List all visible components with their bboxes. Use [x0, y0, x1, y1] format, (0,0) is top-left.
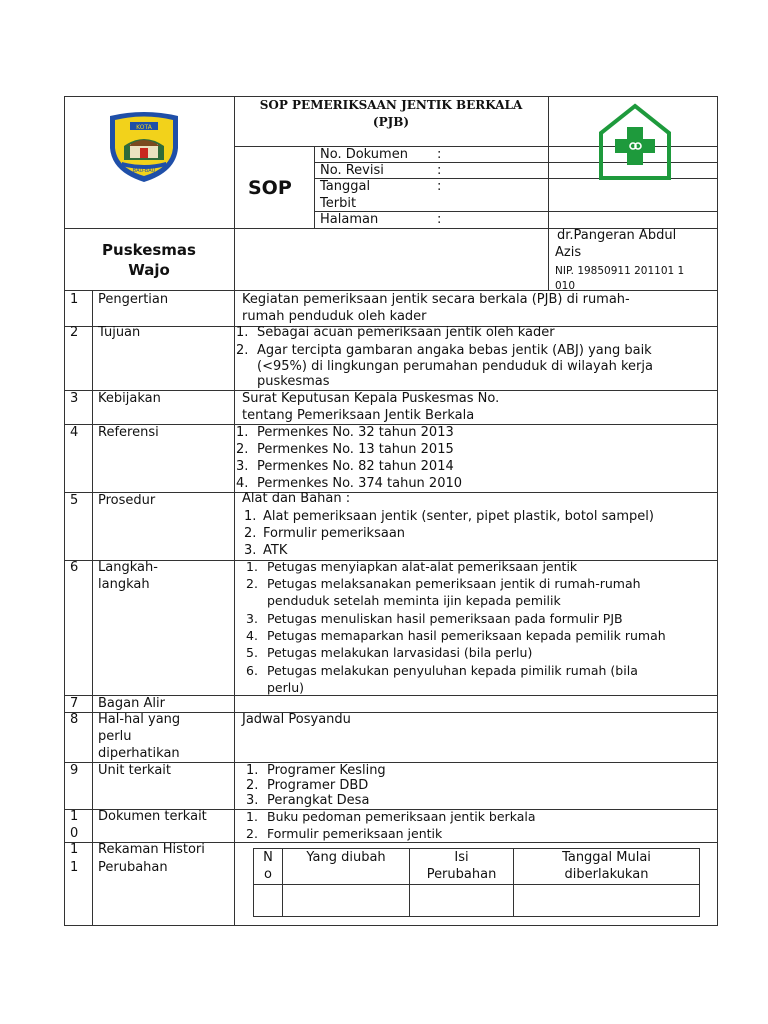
list-number: 4. [246, 628, 258, 643]
row-label: Referensi [98, 425, 159, 440]
row-number: 5 [70, 493, 79, 508]
list-number: 2. [246, 778, 259, 793]
row-label: Hal-hal yang [98, 712, 181, 727]
logo-bottom-text: BAU-BAU [132, 168, 156, 174]
row-label: Pengertian [98, 292, 169, 307]
list-number: 3. [246, 793, 259, 808]
list-number: 3. [246, 611, 258, 626]
sop-label: SOP [248, 177, 292, 199]
row-label: Dokumen terkait [98, 809, 207, 824]
list-number: 2. [236, 442, 249, 457]
list-item: Petugas melakukan larvasidasi (bila perlu) [267, 645, 533, 660]
row-label: Rekaman Histori [98, 842, 205, 857]
row-text: tentang Pemeriksaan Jentik Berkala [242, 408, 475, 423]
doc-field-label: No. Revisi [320, 163, 384, 178]
list-item: Alat pemeriksaan jentik (senter, pipet plastik, botol sampel) [263, 509, 654, 524]
list-item: Buku pedoman pemeriksaan jentik berkala [267, 809, 536, 824]
row-number: 6 [70, 560, 79, 575]
list-number: 6. [246, 663, 258, 678]
row-number: 1 [70, 809, 79, 824]
list-item: Petugas menuliskan hasil pemeriksaan pada formulir PJB [267, 611, 623, 626]
doc-field-sep: : [437, 163, 442, 178]
doc-field-sep: : [437, 212, 442, 227]
doc-field-label: No. Dokumen [320, 147, 408, 162]
row-number: 4 [70, 425, 79, 440]
list-number: 2. [236, 343, 249, 358]
row-label: Bagan Alir [98, 696, 165, 711]
list-number: 1. [236, 325, 249, 340]
list-item: Programer DBD [267, 778, 369, 793]
list-number: 1. [244, 509, 257, 524]
row-text: rumah penduduk oleh kader [242, 309, 427, 324]
history-header-date: diberlakukan [564, 867, 649, 882]
doc-field-label: Halaman [320, 212, 379, 227]
org-name-line2: Wajo [128, 261, 170, 279]
history-header-content: Perubahan [426, 867, 497, 882]
signer-name-line2: Azis [555, 245, 582, 260]
list-item: Programer Kesling [267, 763, 386, 778]
row-number: 7 [70, 696, 79, 711]
row-label: langkah [98, 577, 150, 592]
list-item: Permenkes No. 82 tahun 2014 [257, 459, 454, 474]
history-header-no: N [263, 850, 273, 865]
row-number: 1 [70, 292, 79, 307]
list-item: Petugas menyiapkan alat-alat pemeriksaan jentik [267, 559, 578, 574]
list-item: Petugas melaksanakan pemeriksaan jentik di rumah-rumah [267, 576, 641, 591]
sop-title-line2: (PJB) [372, 115, 410, 129]
list-number: 4. [236, 476, 249, 491]
list-item: Petugas melakukan penyuluhan kepada pimilik rumah (bila [267, 663, 638, 678]
history-header-changed: Yang diubah [306, 850, 386, 865]
row-label: Langkah- [98, 560, 158, 575]
list-item: Sebagai acuan pemeriksaan jentik oleh kader [257, 325, 555, 340]
signer-nip-line1: NIP. 19850911 201101 1 [555, 265, 685, 277]
row-text: Jadwal Posyandu [242, 712, 351, 727]
list-number: 2. [246, 576, 258, 591]
list-number: 1. [246, 809, 258, 824]
list-item: penduduk setelah meminta ijin kepada pemilik [267, 593, 561, 608]
row-label: Tujuan [98, 325, 141, 340]
list-item: Permenkes No. 32 tahun 2013 [257, 425, 454, 440]
list-number: 2. [244, 526, 257, 541]
row-number: 2 [70, 325, 79, 340]
row-label: Unit terkait [98, 763, 172, 778]
city-logo [104, 110, 184, 184]
puskesmas-logo [598, 103, 672, 181]
list-item: Permenkes No. 374 tahun 2010 [257, 476, 463, 491]
list-item: ATK [263, 543, 288, 558]
list-item: Formulir pemeriksaan [263, 526, 406, 541]
list-number: 5. [246, 645, 258, 660]
doc-field-label: Tanggal [320, 179, 371, 194]
row-number: 3 [70, 391, 79, 406]
doc-field-sep: : [437, 179, 442, 194]
history-header-date: Tanggal Mulai [562, 850, 651, 865]
list-number: 1. [246, 763, 259, 778]
list-item: Agar tercipta gambaran angaka bebas jentik (ABJ) yang baik [257, 343, 652, 358]
list-item: Formulir pemeriksaan jentik [267, 826, 443, 841]
list-number: 3. [236, 459, 249, 474]
list-item: Permenkes No. 13 tahun 2015 [257, 442, 454, 457]
row-number: 1 [70, 842, 79, 857]
row-label: Perubahan [98, 860, 168, 875]
row-label: perlu [98, 729, 132, 744]
row-number: 8 [70, 712, 79, 727]
list-item: Petugas memaparkan hasil pemeriksaan kepada pemilik rumah [267, 628, 666, 643]
list-item: perlu) [267, 680, 305, 695]
row-label: Kebijakan [98, 391, 161, 406]
list-item: Perangkat Desa [267, 793, 370, 808]
row-number: 9 [70, 763, 79, 778]
org-name-line1: Puskesmas [102, 241, 196, 259]
list-number: 2. [246, 826, 258, 841]
history-header-no: o [264, 867, 272, 882]
list-number: 3. [244, 543, 257, 558]
signer-nip-line2: 010 [555, 280, 576, 292]
row-text: Kegiatan pemeriksaan jentik secara berkala (PJB) di rumah- [242, 292, 630, 307]
list-item: (<95%) di lingkungan perumahan penduduk di wilayah kerja [257, 359, 653, 374]
sop-title-line1: SOP PEMERIKSAAN JENTIK BERKALA [259, 98, 523, 112]
list-number: 1. [236, 425, 249, 440]
row-label: Prosedur [98, 493, 156, 508]
doc-field-label2: Terbit [320, 196, 357, 211]
logo-top-text: KOTA [136, 124, 152, 131]
list-item: puskesmas [257, 374, 330, 389]
row-number: 1 [70, 860, 79, 875]
signer-name-line1: dr.Pangeran Abdul [557, 228, 677, 243]
list-number: 1. [246, 559, 258, 574]
doc-field-sep: : [437, 147, 442, 162]
row-number: 0 [70, 826, 79, 841]
history-header-content: Isi [454, 850, 469, 865]
row-intro: Alat dan Bahan : [242, 491, 351, 506]
row-text: Surat Keputusan Kepala Puskesmas No. [242, 391, 500, 406]
row-label: diperhatikan [98, 746, 180, 761]
